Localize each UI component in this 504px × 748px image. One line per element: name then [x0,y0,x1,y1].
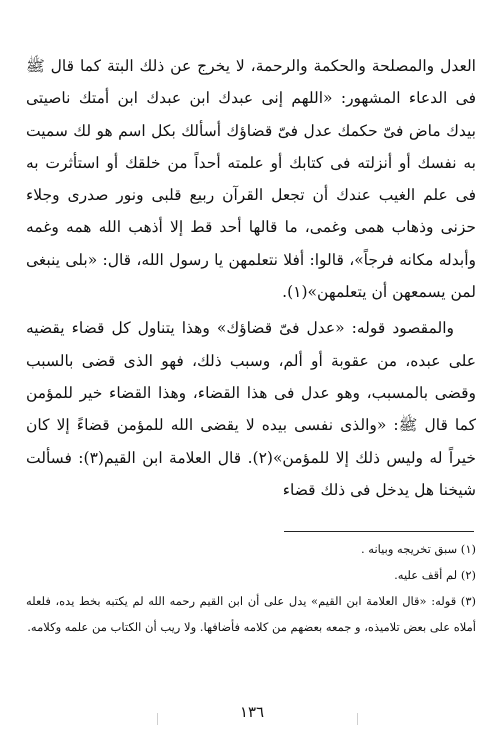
footnote-separator [284,531,474,532]
page-number: ١٣٦ [239,703,265,721]
paragraph-2: والمقصود قوله: «عدل فىّ قضاؤك» وهذا يتناول كل قضاء يقضيه على عبده، من عقوبة أو ألم، وسبب ذلك، فهو الذى قضى بالسبب وقضى بالمسبب، وهو عدل فى هذا القضاء، وهذا القضاء خير للمؤمن كما قال ﷺ: «والذى نفسى بيده لا يقضى الله للمؤمن قضاءً إلا كان خيراً له وليس ذلك إلا للمؤمن»(٢). قال العلامة ابن القيم(٣): فسألت شيخنا هل يدخل فى ذلك قضاء [26,319,476,499]
footnote-2: (٢) لم أقف عليه. [394,568,476,582]
scan-mark-right [357,713,358,725]
scan-mark-left [157,713,158,725]
footnote-1: (١) سبق تخريجه وبيانه . [360,542,476,556]
footnote-3: (٣) قوله: «قال العلامة ابن القيم» يدل على أن ابن القيم رحمه الله لم يكتبه بخط يده، فلعله أملاه على بعض تلاميذه، و جمعه بعضهم من كلامه فأضافها. ولا ريب أن الكتاب من علمه وكلامه. [26,594,476,634]
main-text [26,50,476,506]
paragraph-1: العدل والمصلحة والحكمة والرحمة، لا يخرج عن ذلك البتة كما قال ﷺ فى الدعاء المشهور: «اللهم إنى عبدك ابن عبدك ابن أمتك ناصيتى بيدك ماض فىّ حكمك عدل فىّ قضاؤك أسألك بكل اسم هو لك سميت به نفسك أو أنزلته فى كتابك أو علمته أحداً من خلقك أو استأثرت به فى علم الغيب عندك أن تجعل القرآن ربيع قلبى ونور صدرى وجلاء حزنى وذهاب همى وغمى، ما قالها أحد قط إلا أذهب الله همه وغمه وأبدله مكانه فرجاً»، قالوا: أفلا نتعلمهن يا رسول الله، قال: «بلى ينبغى لمن يسمعهن أن يتعلمهن»(١). [26,57,476,302]
footnotes [26,536,476,640]
